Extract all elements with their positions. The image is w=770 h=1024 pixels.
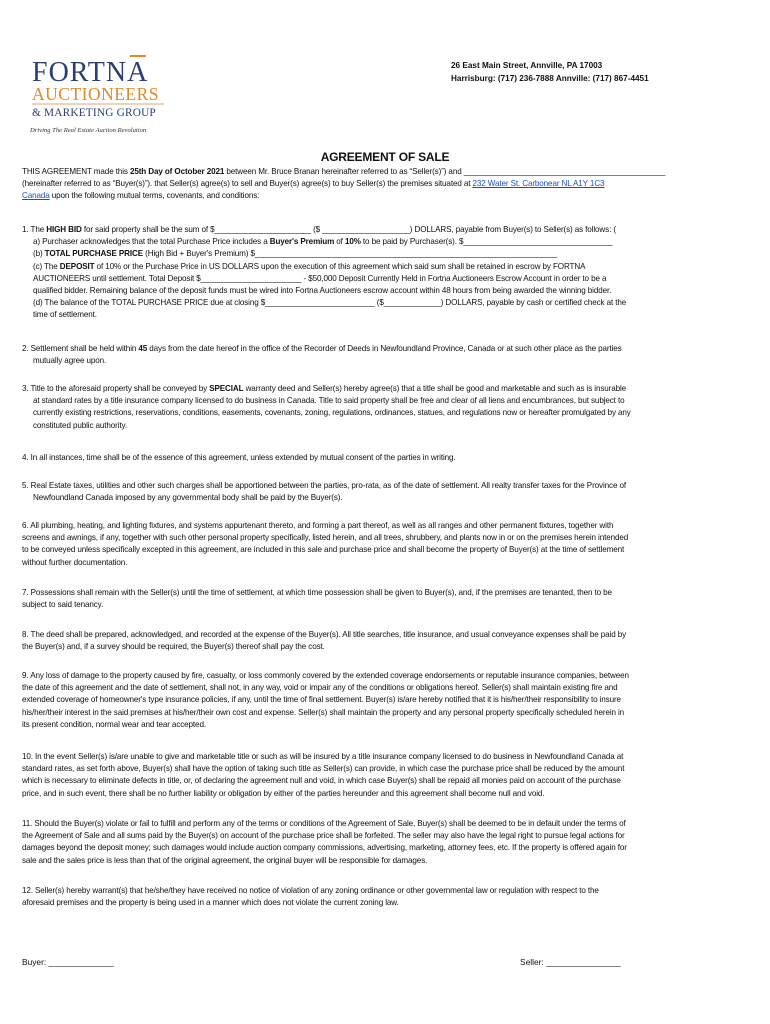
clause-text: 3. Title to the aforesaid property shall be conveyed by xyxy=(22,384,210,393)
clause-text: to be paid by Purchaser(s). $__________________________________ xyxy=(360,237,613,247)
clause-text: 2. Settlement shall be held within xyxy=(22,344,139,353)
property-address-link[interactable]: 232 Water St. Carbonear NL A1Y 1C3 xyxy=(472,179,605,189)
clause-text: (d) The balance of the TOTAL PURCHASE PRICE due at closing $_________________________ ($_____________) DOLLARS, payable by cash or certified check at the xyxy=(33,298,627,308)
clause-4 xyxy=(22,452,748,464)
clause-text: which is necessary to eliminate defects in title, or, of declaring the agreement null and void, in which case Buyer(s) shall be repaid all monies paid on account of the purchase xyxy=(22,776,621,786)
seller-signature-line[interactable]: Seller: ________________ xyxy=(520,957,621,967)
clause-text: of 10% or the Purchase Price in US DOLLARS upon the execution of this agreement which said sum shall be retained in escrow by FORTNA xyxy=(94,261,586,271)
clause-text: at standard rates by a title insurance company licensed to do business in Canada. Title to said property shall be free and clear of all liens and encumbrances, but subject to xyxy=(33,396,625,406)
clause-text: warranty deed and Seller(s) hereby agree(s) that a title shall be good and marketable and such as is insurable xyxy=(243,384,627,393)
phone-line: Harrisburg: (717) 236-7888 Annville: (717) 867-4451 xyxy=(451,74,649,83)
fortna-logo xyxy=(30,55,170,134)
deposit-label: DEPOSIT xyxy=(59,261,95,271)
clause-text: extended coverage of homeowner's type insurance policies, if any, until the time of final settlement. Buyer(s) is/are hereby notified that it is his/her/their responsibility to insure xyxy=(22,695,621,705)
document-title: AGREEMENT OF SALE xyxy=(320,150,450,164)
clause-text: 5. Real Estate taxes, utilities and other such charges shall be apportioned between the parties, pro-rata, as of the date of settlement. All realty transfer taxes for the Province of xyxy=(22,481,626,490)
clause-text: the Buyer(s) and, if a survey should be required, the Buyer(s) thereof shall pay the cost. xyxy=(22,642,325,652)
clause-text: 4. In all instances, time shall be of the essence of this agreement, unless extended by mutual consent of the parties in writing. xyxy=(22,453,456,462)
buyers-premium-percent: 10% xyxy=(344,237,361,247)
logo-tagline: Driving The Real Estate Auction Revolution xyxy=(30,127,147,134)
clause-text: price, and in such event, there shall be no further liability or obligation by either of the parties hereunder and this agreement shall become null and void. xyxy=(22,788,545,798)
clause-6 xyxy=(22,520,748,569)
clause-text: a) Purchaser acknowledges that the total Purchase Price includes a xyxy=(33,237,270,247)
clause-text: his/her/their interest in the said premises at his/her/their own cost and expense. Seller(s) shall maintain the property and any personal property specifically scheduled herein in xyxy=(22,707,625,717)
clause-text: without further documentation. xyxy=(22,557,128,567)
warranty-type: SPECIAL xyxy=(209,384,244,393)
clause-text: to be conveyed unless specifically excepted in this agreement, are included in this sale and purchase price and shall become the property of Buyer(s) at the time of settlement xyxy=(22,545,625,555)
clause-text: 7. Possessions shall remain with the Seller(s) until the time of settlement, at which time possession shall be given to Buyer(s), and, if the premises are tenanted, then to be xyxy=(22,588,612,597)
property-address-link-cont[interactable]: Canada xyxy=(22,191,50,201)
clause-2 xyxy=(22,343,748,367)
clause-7 xyxy=(22,587,748,611)
fortna-logo-mark xyxy=(30,55,170,125)
company-address xyxy=(451,59,649,85)
clause-text: the date of this agreement and the date of settlement, shall not, in any way, void or impair any of the conditions or obligations hereof. Seller(s) shall maintain existing fire and xyxy=(22,683,618,693)
clause-11 xyxy=(22,818,748,867)
svg-text:AUCTIONEERS: AUCTIONEERS xyxy=(32,84,160,104)
clause-text: 10. In the event Seller(s) is/are unable to give and marketable title or such as will be insured by a title insurance company licensed to do business in Newfoundland Canada at xyxy=(22,752,624,761)
clause-text: sale and the sales price is less than that of the original agreement, the original buyer will be responsible for damages. xyxy=(22,855,428,865)
clause-text: qualified bidder. Remaining balance of the deposit funds must be wired into Fortna Auctioneers escrow account within 48 hours from being awarded the winning bidder. xyxy=(33,286,612,296)
clause-text: (b) xyxy=(33,249,45,259)
clause-8 xyxy=(22,629,748,653)
clause-5 xyxy=(22,480,748,504)
clause-3 xyxy=(22,383,748,432)
intro-text: (hereinafter referred to as “Buyer(s)”). that Seller(s) agree(s) to sell and Buyer(s) agree(s) to buy Seller(s) the premises situated at xyxy=(22,179,473,189)
clause-9 xyxy=(22,670,748,731)
clause-text: currently existing restrictions, reservations, conditions, easements, covenants, zoning, regulations, ordinances, statues, and regulations now or hereafter promulgated by any xyxy=(33,408,631,418)
agreement-date: 25th Day of October 2021 xyxy=(129,167,225,176)
clause-text: (High Bid + Buyer's Premium) $_____________________________________________________________________ xyxy=(143,249,558,259)
clause-text: aforesaid premises and the property is being used in a manner which does not violate the current zoning law. xyxy=(22,898,399,908)
clause-text: time of settlement. xyxy=(33,310,97,320)
clause-text: 1. The xyxy=(22,225,47,234)
clause-text: AUCTIONEERS until settlement. Total Deposit $_______________________ - $50,000 Deposit Currently Held in Fortna Auctioneers Escrow Account in order to be a xyxy=(33,273,607,283)
intro-text: between Mr. Bruce Branan hereinafter referred to as “Seller(s)”) and ______________________________________________ xyxy=(224,167,666,176)
clause-text: subject to said tenancy. xyxy=(22,600,104,610)
buyers-premium-label: Buyer's Premium xyxy=(269,237,335,247)
clause-10 xyxy=(22,751,748,800)
clause-text: 11. Should the Buyer(s) violate or fail to fulfill and perform any of the terms or conditions of the Agreement of Sale, Buyer(s) shall be deemed to be in default under the terms of xyxy=(22,819,626,828)
clause-text: 12. Seller(s) hereby warrant(s) that he/she/they have received no notice of violation of any zoning ordinance or other governmental law or regulation with respect to the xyxy=(22,886,599,895)
clause-text: (c) The xyxy=(33,261,60,271)
clause-text: mutually agree upon. xyxy=(33,356,107,366)
clause-text: for said property shall be the sum of $______________________ ($ ____________________) DOLLARS, payable from Buyer(s) to Seller(s) as follows: ( xyxy=(81,225,616,234)
clause-text: its present condition, normal wear and tear accepted. xyxy=(22,719,206,729)
intro-paragraph xyxy=(22,166,748,203)
clause-text: days from the date hereof in the office of the Recorder of Deeds in Newfoundland Province, Canada or at such other place as the parties xyxy=(147,344,622,353)
high-bid-label: HIGH BID xyxy=(46,225,82,234)
svg-text:FORTNA: FORTNA xyxy=(32,57,149,88)
buyer-signature-line[interactable]: Buyer: ______________ xyxy=(22,957,114,967)
intro-text: upon the following mutual terms, covenants, and conditions: xyxy=(49,191,260,201)
clause-1 xyxy=(22,224,748,322)
clause-text: standard rates, as set forth above, Buyer(s) shall have the option of taking such title as Seller(s) can provide, in which case the purchase price shall be reduced by the amount xyxy=(22,764,625,774)
clause-12 xyxy=(22,885,748,909)
intro-text: THIS AGREEMENT made this xyxy=(22,167,130,176)
clause-text: of xyxy=(334,237,345,247)
address-line: 26 East Main Street, Annville, PA 17003 xyxy=(451,61,603,70)
svg-text:& MARKETING GROUP: & MARKETING GROUP xyxy=(32,107,156,119)
settlement-days: 45 xyxy=(138,344,148,353)
clause-text: constituted public authority. xyxy=(33,420,128,430)
clause-text: damages beyond the deposit money; such damages would include auction company commissions, advertising, marketing, attorney fees, etc. If the property is offered again for xyxy=(22,843,627,853)
clause-text: 8. The deed shall be prepared, acknowledged, and recorded at the expense of the Buyer(s). All title searches, title insurance, and usual conveyance expenses shall be paid by xyxy=(22,630,627,639)
clause-text: the Agreement of Sale and all sums paid by the Buyer(s) on account of the purchase price shall be forfeited. The seller may also have the legal right to pursue legal actions for xyxy=(22,831,625,841)
clause-text: 9. Any loss of damage to the property caused by fire, casualty, or loss commonly covered by the extended coverage endorsements or reputable insurance companies, between xyxy=(22,671,629,680)
clause-text: screens and awnings, if any, together with such other personal property specifically, listed herein, and all trees, shrubbery, and plants now in or on the premises herein intended xyxy=(22,533,629,543)
total-purchase-price-label: TOTAL PURCHASE PRICE xyxy=(44,249,144,259)
clause-text: Newfoundland Canada imposed by any governmental body shall be paid by the Buyer(s). xyxy=(33,493,343,503)
clause-text: 6. All plumbing, heating, and lighting fixtures, and systems appurtenant thereto, and forming a part thereof, as well as all ranges and other permanent fixtures, together with xyxy=(22,521,614,530)
